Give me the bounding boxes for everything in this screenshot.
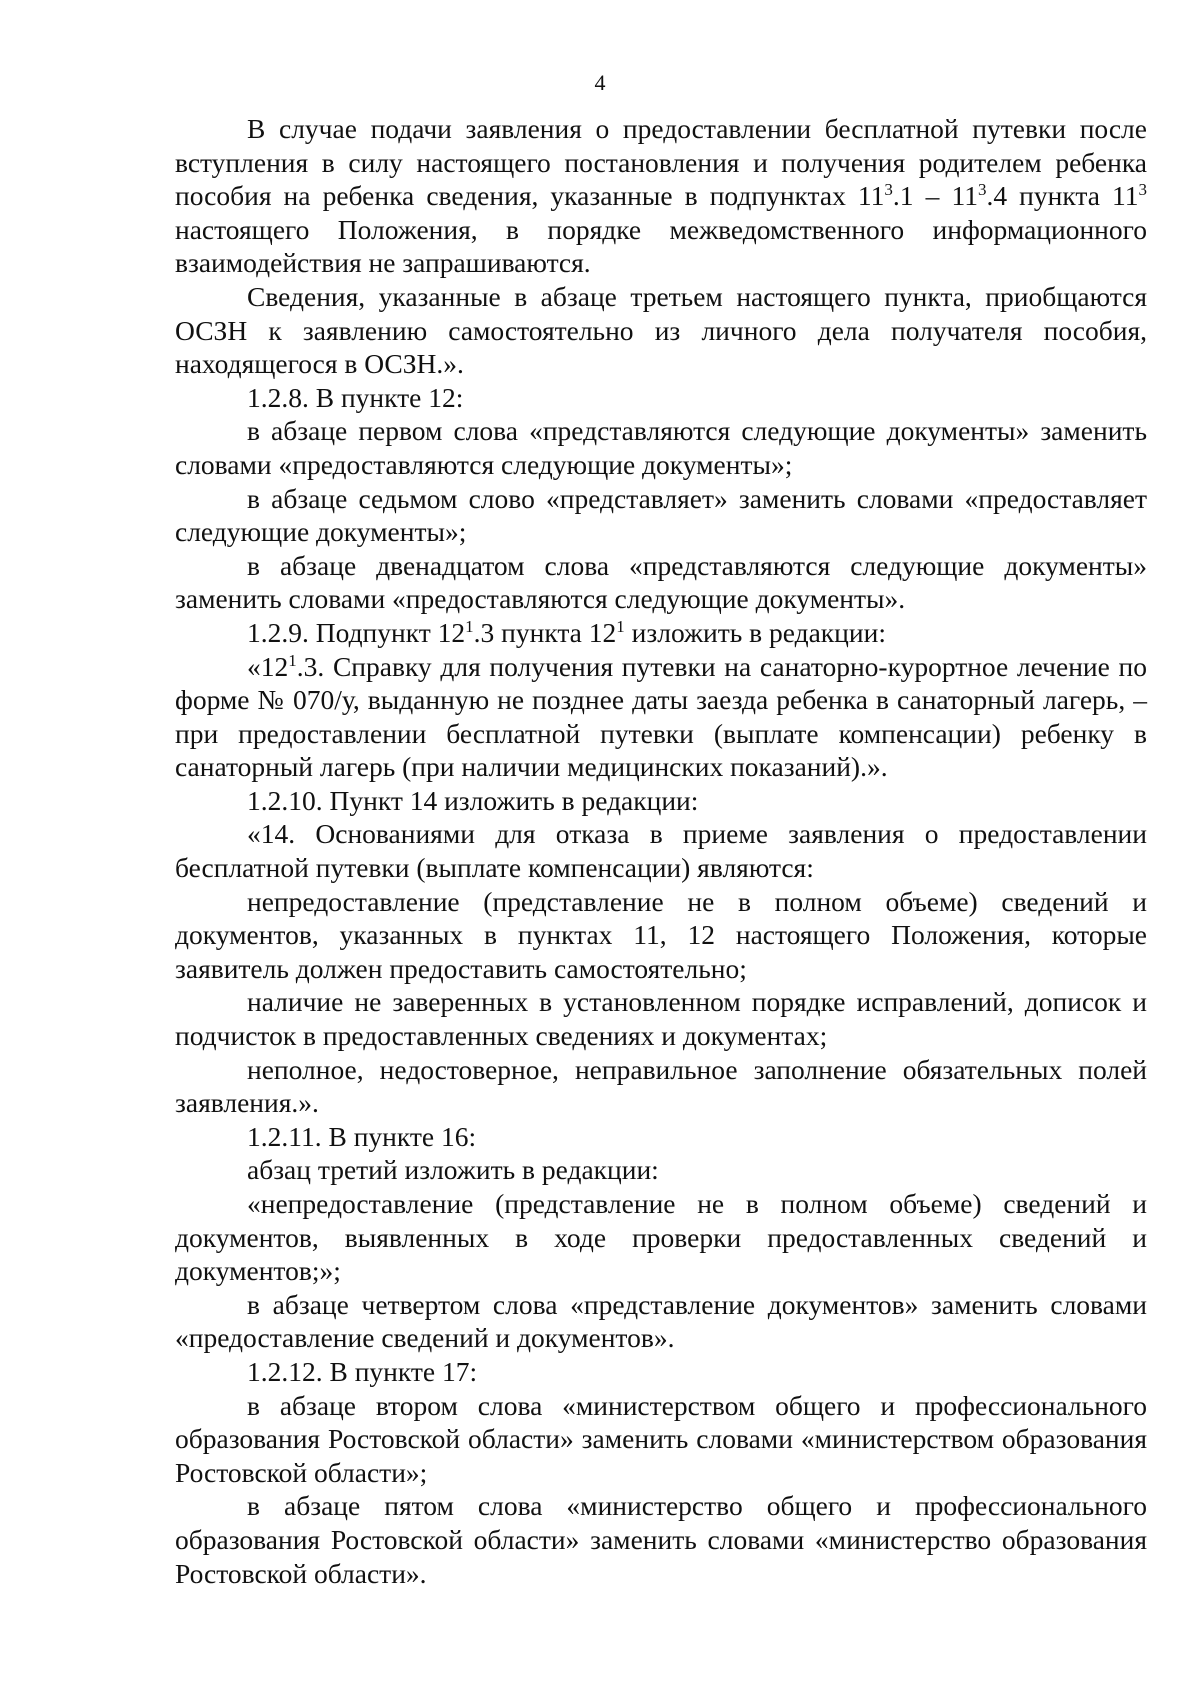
superscript: 3 xyxy=(884,180,893,200)
paragraph xyxy=(175,280,1147,381)
paragraph xyxy=(175,414,1147,481)
paragraph xyxy=(175,1120,1147,1154)
text-run: «14. Основаниями для отказа в приеме заявления о предоставлении бесплатной путевки (выплате компенсации) являются: xyxy=(175,818,1147,884)
text-run: 1.2.9. Подпункт 12 xyxy=(247,616,466,648)
text-run: 1.2.10. Пункт 14 изложить в редакции: xyxy=(247,784,699,816)
text-run: 1.2.12. В пункте 17: xyxy=(247,1355,478,1387)
paragraph xyxy=(175,817,1147,884)
text-run: «непредоставление (представление не в полном объеме) сведений и документов, выявленных в ходе проверки предоставленных сведений и документов;»; xyxy=(175,1188,1147,1287)
paragraph xyxy=(175,381,1147,415)
document-body xyxy=(175,112,1147,1590)
text-run: изложить в редакции: xyxy=(624,616,886,648)
superscript: 3 xyxy=(1138,180,1147,200)
paragraph xyxy=(175,549,1147,616)
paragraph xyxy=(175,1053,1147,1120)
text-run: неполное, недостоверное, неправильное заполнение обязательных полей заявления.». xyxy=(175,1053,1147,1119)
text-run: в абзаце втором слова «министерством общего и профессионального образования Ростовской области» заменить словами «министерством образования Ростовской области»; xyxy=(175,1389,1147,1488)
text-run: в абзаце двенадцатом слова «представляются следующие документы» заменить словами «предоставляются следующие документы». xyxy=(175,549,1147,615)
text-run: в абзаце первом слова «представляются следующие документы» заменить словами «предоставляются следующие документы»; xyxy=(175,415,1147,480)
paragraph xyxy=(175,482,1147,549)
paragraph xyxy=(175,784,1147,818)
text-run: .4 пункта 11 xyxy=(986,180,1139,212)
superscript: 1 xyxy=(616,616,625,636)
text-run: в абзаце пятом слова «министерство общего и профессионального образования Ростовской области» заменить словами «министерство образования Ростовской области». xyxy=(175,1490,1147,1589)
paragraph xyxy=(175,1187,1147,1288)
text-run: 1.2.11. В пункте 16: xyxy=(247,1120,477,1152)
text-run: непредоставление (представление не в полном объеме) сведений и документов, указанных в пунктах 11, 12 настоящего Положения, которые заявитель должен предоставить самостоятельно; xyxy=(175,885,1147,984)
text-run: настоящего Положения, в порядке межведомственного информационного взаимодействия не запрашиваются. xyxy=(175,213,1147,279)
text-run: В случае подачи заявления о предоставлении бесплатной путевки после вступления в силу настоящего постановления и получения родителем ребенка пособия на ребенка сведения, указанные в подпунктах 11 xyxy=(175,113,1147,212)
text-run: .3 пункта 12 xyxy=(473,616,617,648)
paragraph xyxy=(175,1489,1147,1590)
superscript: 1 xyxy=(288,650,297,670)
text-run: 1.2.8. В пункте 12: xyxy=(247,381,464,413)
paragraph xyxy=(175,650,1147,784)
superscript: 1 xyxy=(465,616,474,636)
paragraph xyxy=(175,1389,1147,1490)
text-run: Сведения, указанные в абзаце третьем настоящего пункта, приобщаются ОСЗН к заявлению самостоятельно из личного дела получателя пособия, находящегося в ОСЗН.». xyxy=(175,280,1147,380)
paragraph xyxy=(175,985,1147,1052)
text-run: в абзаце четвертом слова «представление документов» заменить словами «предоставление сведений и документов». xyxy=(175,1288,1147,1354)
text-run: .3. Справку для получения путевки на санаторно-курортное лечение по форме № 070/у, выданную не позднее даты заезда ребенка в санаторный лагерь, – при предоставлении бесплатной путевки (выплате компенсации) ребенку в санаторный лагерь (при наличии медицинских показаний).». xyxy=(175,650,1147,783)
text-run: в абзаце седьмом слово «представляет» заменить словами «предоставляет следующие документы»; xyxy=(175,482,1147,548)
paragraph xyxy=(175,616,1147,650)
paragraph xyxy=(175,1355,1147,1389)
text-run: абзац третий изложить в редакции: xyxy=(247,1154,659,1186)
superscript: 3 xyxy=(977,180,987,200)
paragraph xyxy=(175,885,1147,986)
paragraph xyxy=(175,112,1147,280)
page-number: 4 xyxy=(594,70,606,95)
paragraph xyxy=(175,1153,1147,1187)
text-run: «12 xyxy=(247,650,289,682)
text-run: .1 – 11 xyxy=(892,180,978,212)
text-run: наличие не заверенных в установленном порядке исправлений, дописок и подчисток в предоставленных сведениях и документах; xyxy=(175,986,1147,1052)
paragraph xyxy=(175,1288,1147,1355)
